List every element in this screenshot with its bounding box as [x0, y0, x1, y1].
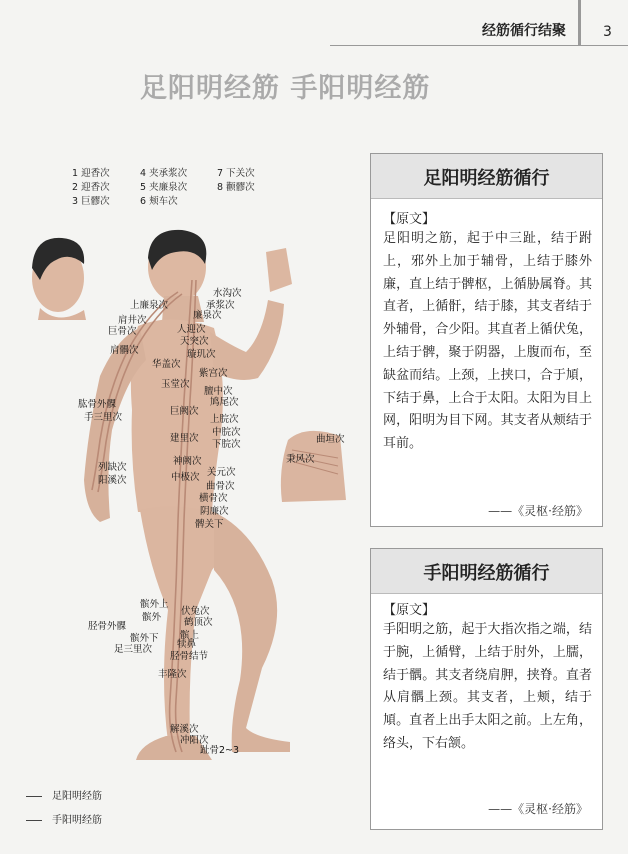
figure-label: 巨阙次 [170, 406, 199, 417]
figure-label: 紫宫次 [199, 368, 228, 379]
figure-label: 冲阳次 [180, 735, 209, 746]
box-title: 足阳明经筋循行 [423, 168, 550, 189]
figure-label: 上脘次 [210, 414, 239, 425]
figure-label: 髌外上 [140, 599, 169, 610]
box-text: 足阳明之筋，起于中三趾，结于跗上，邪外上加于辅骨，上结于膝外廉，直上结于髀枢，上循胁属脊。其直者，上循骭，结于膝，其支者结于外辅骨，合少阳。其直者上循伏兔，上结于髀，聚于阴器，上腹而布，至缺盆而结。上颈，上挟口，合于頄，下结于鼻，上合于太阳。太阳为目上网，阳明为目下网。其支者从颊结于耳前。 [383, 231, 592, 452]
figure-label: 巨骨次 [108, 326, 137, 337]
figure-label: 玉堂次 [161, 379, 190, 390]
box-source: ——《灵枢·经筋》 [488, 504, 588, 518]
box-text: 手阳明之筋，起于大指次指之端，结于腕，上循臂，上结于肘外，上臑，结于髃。其支者绕肩胛，挟脊。直者从肩髃上颈。其支者，上颊，结于頄。直者上出手太阳之前。上左角，络头，下右颔。 [383, 622, 592, 751]
box-label: 【原文】 [383, 212, 436, 227]
figure-label: 犊鼻 [177, 639, 197, 650]
figure-label: 列缺次 [98, 462, 127, 473]
legend-text: 足阳明经筋 [52, 791, 102, 802]
figure-label: 天突次 [180, 336, 209, 347]
figure-label: 璇玑次 [187, 349, 216, 360]
figure-label: 手三里次 [84, 412, 123, 423]
legend-item: 8 颧髎次 [217, 182, 255, 193]
figure-label: 膻中次 [204, 386, 233, 397]
figure-label: 中脘次 [212, 427, 241, 438]
figure-label: 丰隆次 [158, 669, 187, 680]
legend-item: 6 颊车次 [140, 196, 178, 207]
figure-label: 秉风次 [286, 454, 315, 465]
box-header [371, 549, 602, 594]
figure-label: 足三里次 [114, 644, 153, 655]
page-title: 足阳明经筋 手阳明经筋 [140, 73, 431, 104]
legend-line [26, 820, 42, 821]
legend-item: 1 迎香次 [72, 168, 110, 179]
figure-label: 伏兔次 [181, 606, 210, 617]
line-legend-item [26, 787, 102, 802]
page-number: 3 [603, 24, 612, 40]
box-label: 【原文】 [383, 603, 436, 618]
figure-label: 上廉泉次 [130, 300, 169, 311]
line-legend-item [26, 811, 102, 826]
figure-label: 阳溪次 [98, 475, 127, 486]
figure-label: 髌外 [142, 612, 162, 623]
figure-label: 水沟次 [213, 288, 242, 299]
box-foot-yangming [370, 153, 603, 527]
figure-label: 趾骨2~3 [200, 745, 240, 756]
figure-label: 肩井次 [118, 315, 147, 326]
legend-item: 5 夹廉泉次 [140, 182, 188, 193]
legend-text: 手阳明经筋 [52, 815, 102, 826]
figure-label: 承浆次 [206, 300, 235, 311]
header-title: 经筋循行结聚 [482, 23, 566, 39]
figure-label: 廉泉次 [193, 310, 222, 321]
legend-line [26, 796, 42, 797]
figure-label: 胫骨外髁 [88, 621, 127, 632]
figure-label: 胫骨结节 [170, 651, 209, 662]
figure-label: 阴廉次 [200, 506, 229, 517]
header-rule [330, 45, 628, 46]
figure-label: 华盖次 [152, 359, 181, 370]
legend-item: 3 巨髎次 [72, 196, 110, 207]
figure-label: 肱骨外髁 [78, 399, 117, 410]
figure-label: 髌上 [180, 630, 200, 641]
figure-label: 鹤顶次 [184, 617, 213, 628]
figure-label: 曲骨次 [206, 481, 235, 492]
figure-label: 解溪次 [170, 724, 199, 735]
standing-figure [84, 230, 292, 760]
box-header [371, 154, 602, 199]
figure-label: 鸠尾次 [210, 397, 239, 408]
legend-item: 7 下关次 [217, 168, 255, 179]
figure-label: 关元次 [207, 467, 236, 478]
figure-label: 下脘次 [212, 439, 241, 450]
figure-label: 髀关下 [195, 519, 224, 530]
figure-label: 肩髃次 [110, 345, 139, 356]
legend-item: 2 迎香次 [72, 182, 110, 193]
figure-label: 横骨次 [199, 493, 228, 504]
box-title: 手阳明经筋循行 [423, 563, 550, 584]
box-hand-yangming [370, 548, 603, 830]
anatomy-figure [0, 140, 370, 780]
box-source: ——《灵枢·经筋》 [488, 802, 588, 816]
head-profile-illustration [32, 238, 86, 320]
figure-label: 曲垣次 [316, 434, 345, 445]
header-bar [578, 0, 581, 46]
figure-label: 髌外下 [130, 633, 159, 644]
figure-label: 建里次 [170, 433, 199, 444]
figure-label: 人迎次 [177, 324, 206, 335]
legend-item: 4 夹承浆次 [140, 168, 188, 179]
figure-label: 中极次 [171, 472, 200, 483]
figure-label: 神阙次 [173, 456, 202, 467]
